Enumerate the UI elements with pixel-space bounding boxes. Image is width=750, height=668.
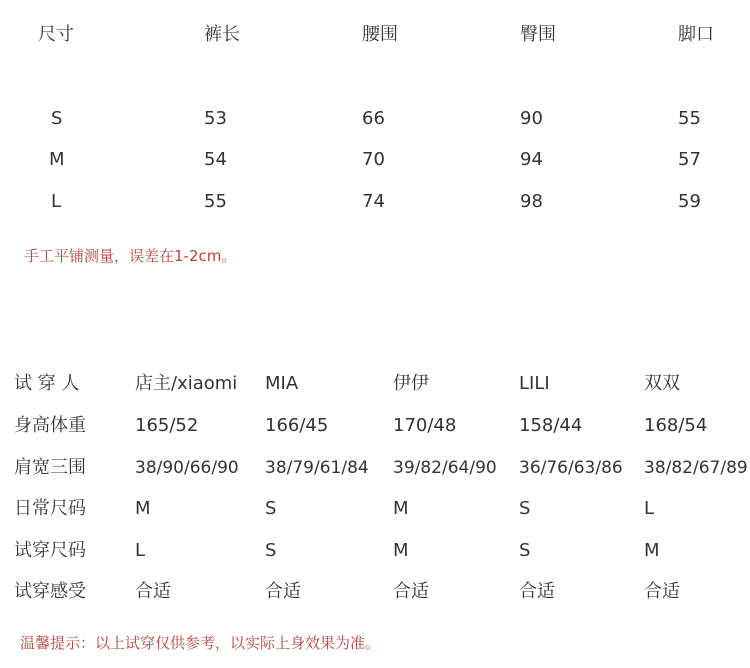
fit-row-label: 身高体重: [14, 415, 86, 436]
fit-cell: 合适: [644, 581, 680, 602]
fit-cell: 38/82/67/89: [644, 458, 748, 478]
fit-cell: L: [644, 498, 655, 519]
size-row-label: M: [49, 149, 65, 170]
size-row-label: S: [51, 108, 63, 129]
fit-cell: 38/90/66/90: [135, 458, 239, 478]
size-cell: 94: [520, 149, 543, 170]
size-header-hem: 脚口: [678, 24, 714, 45]
fit-row-label: 试 穿 人: [14, 373, 80, 394]
fit-cell: M: [135, 498, 151, 519]
fit-cell: S: [265, 498, 277, 519]
fit-cell: L: [135, 540, 146, 561]
size-cell: 70: [362, 149, 385, 170]
fit-cell: 166/45: [265, 415, 329, 436]
fit-cell: 合适: [519, 581, 555, 602]
fit-cell: 38/79/61/84: [265, 458, 369, 478]
fit-row-label: 试穿感受: [14, 581, 86, 602]
fit-note: 温馨提示：以上试穿仅供参考，以实际上身效果为准。: [20, 634, 381, 652]
fit-cell: LILI: [519, 373, 550, 394]
fit-cell: S: [519, 498, 531, 519]
size-header-waist: 腰围: [362, 24, 398, 45]
fit-cell: M: [393, 540, 409, 561]
fit-cell: 合适: [265, 581, 301, 602]
fit-cell: 合适: [393, 581, 429, 602]
fit-cell: S: [519, 540, 531, 561]
fit-cell: 165/52: [135, 415, 199, 436]
size-note: 手工平铺测量，误差在1-2cm。: [24, 247, 237, 265]
fit-cell: 36/76/63/86: [519, 458, 623, 478]
size-cell: 55: [678, 108, 701, 129]
fit-cell: M: [393, 498, 409, 519]
size-cell: 57: [678, 149, 701, 170]
fit-cell: 伊伊: [393, 373, 429, 394]
size-cell: 55: [204, 191, 227, 212]
size-header-length: 裤长: [204, 24, 240, 45]
fit-cell: 店主/xiaomi: [135, 373, 238, 394]
size-cell: 54: [204, 149, 227, 170]
fit-cell: 双双: [644, 373, 680, 394]
fit-cell: 合适: [135, 581, 171, 602]
fit-cell: S: [265, 540, 277, 561]
fit-cell: MIA: [265, 373, 299, 394]
fit-cell: 158/44: [519, 415, 583, 436]
size-cell: 66: [362, 108, 385, 129]
size-header-hip: 臀围: [520, 24, 556, 45]
fit-row-label: 日常尺码: [14, 498, 86, 519]
size-header-size: 尺寸: [38, 24, 74, 45]
size-cell: 90: [520, 108, 543, 129]
size-cell: 59: [678, 191, 701, 212]
fit-cell: 168/54: [644, 415, 708, 436]
size-row-label: L: [51, 191, 62, 212]
size-cell: 98: [520, 191, 543, 212]
size-cell: 74: [362, 191, 385, 212]
fit-cell: 39/82/64/90: [393, 458, 497, 478]
fit-cell: 170/48: [393, 415, 457, 436]
fit-row-label: 试穿尺码: [14, 540, 86, 561]
fit-row-label: 肩宽三围: [14, 457, 86, 478]
size-cell: 53: [204, 108, 227, 129]
fit-cell: M: [644, 540, 660, 561]
